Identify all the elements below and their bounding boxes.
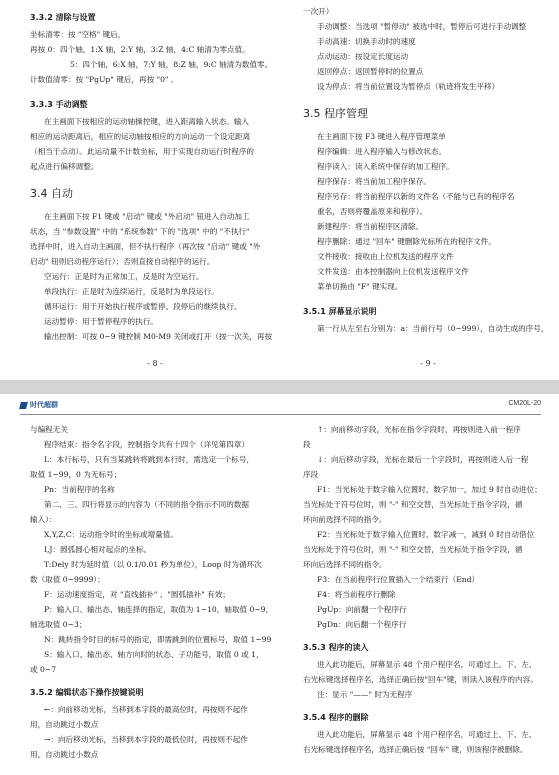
section-heading: 3.5.3 程序的读入 [303,643,369,652]
text-line: 第一行从左至右分别为：a：当前行号（0~999），自动生成的序号， [317,324,549,333]
text-line: （相当于点动）。此运动量不计数坐标，用于实现自动运行时程序的 [30,147,255,156]
text-line: 输入）： [30,515,57,524]
text-line: X,Y,Z,C：运动指令时的坐标或增量值。 [44,530,178,539]
chapter-heading: 3.4 自动 [30,187,73,200]
text-line: F：运动速度指定，对 "直线插补" 、"圆弧插补" 有效； [44,590,230,599]
text-line: 新建程序：将当前程序区清除。 [317,222,424,231]
text-line: 程序编辑：进入程序输入与修改状态。 [317,147,447,156]
text-line: 重名，否则将覆盖原来和程序）。 [317,207,428,216]
page-header [20,398,541,415]
text-line: 手动高速：切换手动时的速度 [317,37,416,46]
text-line: 环向前选择不同的指令。 [303,515,387,524]
text-line: 第二、三、四行将显示的内容为（不同的指令指示不同的数据 [44,500,250,509]
text-line: 一次开） [303,7,334,16]
text-line: 文件发送：由本控制器向上位机发送程序文件 [317,267,469,276]
text-line: 或 0~7 [30,665,57,674]
text-line: ←：向前移动光标，当移到本字段的最高位时，再按则不起作 [44,705,248,714]
text-line: F1：当光标处于数字输入位置时，数字加一，加过 9 时自动进位； [317,485,542,494]
text-line: F2：当光标处于数字输入位置时，数字减一，减到 0 时自动借位 [317,530,535,539]
text-line: 计数值清零：按 "PgUp" 键后，再按 "0" 。 [30,75,179,84]
model-number: CM20L-20 [508,400,541,407]
page-separator [0,380,559,394]
text-line: F3：在当前程序行位置插入一个结束行（End） [317,575,480,584]
text-line: 在主画面下按 F1 键或 "启动" 键或 "外启动" 钮进入自动加工 [44,212,250,221]
section-heading: 3.5.1 屏幕显示说明 [303,307,377,316]
text-line: 轴选取值 0~3； [30,620,87,629]
text-line: 起点进行偏移调整。 [30,162,99,171]
upper-page-spread [0,0,559,380]
text-line: T:Dely 时为延时值（以 0.1/0.01 秒为单位），Loop 时为循环次 [44,560,262,569]
text-line: 菜单切换由 "F" 键实现。 [317,282,403,291]
text-line: 空运行：正是时为正常加工，反是时为空运行。 [44,272,204,281]
text-line: 注：显示 "——" 时为无程序 [317,690,413,699]
upper-right-column [303,4,553,336]
section-heading: 3.3.3 手动调整 [30,100,88,109]
text-line: 在主画面下按相应的运动轴操控键，进入距离输入状态。输入 [44,117,250,126]
lower-right-column [303,422,553,757]
text-line: N：跳转指令时目的标号的指定，即需跳到的位置标号，取值 1~99 [44,635,272,644]
text-line: 进入此功能后，屏幕显示 48 个用户程序名，可通过上、下、左、 [317,660,537,669]
text-line: 程序结束：指令名字段，控制指令共有十四个（详见第四章） [44,440,250,449]
text-line: P：输入口、输出态、轴连择的指定，取值为 1~10，轴取值 0~9， [44,605,274,614]
section-heading: 3.3.2 清除与设置 [30,13,96,22]
logo-icon [19,402,28,409]
text-line: 当光标处于符号位时，则 "-" 和空交替，当光标处于指令字段，循 [303,500,523,509]
text-line: 序段 [303,470,319,479]
text-line: 用，自动跳过小数点 [30,750,99,759]
text-line: 手动调整：当选项 "暂停动" 被选中时，暂停后可进行手动调整 [317,22,527,31]
text-line: F4：将当前程序行删除 [317,590,396,599]
text-line: 5：四个轴，6:X 轴，7:Y 轴，8:Z 轴，9:C 轴清为数值零。 [70,60,273,69]
text-line: 状态，当 "参数设置" 中的 "系统参数" 下的 "选项" 中的 "不执行" [30,227,250,236]
text-line: →：向后移动光标，当移到本字段的最低位时，再按则不起作 [44,735,248,744]
text-line: 段 [303,440,311,449]
text-line: 在主画面下按 F3 键进入程序管理菜单 [317,132,446,141]
text-line: 程序读入：读入系统中保存的加工程序。 [317,162,454,171]
text-line: 环向后选择不同的指令。 [303,560,387,569]
chapter-heading: 3.5 程序管理 [303,107,368,120]
text-line: 程序另存：将当前程序以新的文件名（不能与已有的程序名 [317,192,515,201]
text-line: 进入此功能后，屏幕显示 48 个用户程序名，可通过上、下、左、 [317,730,537,739]
text-line: 单段执行：正是时为连续运行，反是时为单段运行。 [44,287,219,296]
text-line: 右光标键选择程序名，选择正确后按 "回车" 键，则该程序被删除。 [303,745,528,754]
text-line: 右光标键选择程序名，选择正确后按"回车"键，则读入该程序的内容。 [303,675,538,684]
lower-page-spread [0,394,559,775]
lower-left-column [30,422,280,762]
text-line: PgDn：向后翻一个程序行 [317,620,407,629]
text-line: Pn：当前程序的名称 [44,485,115,494]
text-line: 选择中时，进入自动主画面，但不执行程序（再次按 "启动" 键或 "外 [30,242,261,251]
text-line: 程序保存：将当前加工程序保存。 [317,177,431,186]
text-line: 设为停点：将当前位置设为暂停点（轨迹将发生平移） [317,82,500,91]
text-line: 当光标处于符号位时，则 "-" 和空交替，当光标处于指令字段，循 [303,545,523,554]
page-number: - 8 - [147,359,163,368]
text-line: I,J：圆弧圆心相对起点的坐标。 [44,545,152,554]
text-line: 循环运行：用于开始执行程序或暂停、段停后的继续执行。 [44,302,242,311]
text-line: 启动" 钮则启动程序运行）；否则直接自动程序的运行。 [30,257,215,266]
text-line: 再按 0：四个轴，1:X 轴，2:Y 轴，3:Z 轴，4:C 轴清为零点值。 [30,45,250,54]
text-line: 点动运动：按设定长度运动 [317,52,409,61]
text-line: 取值 1~99，0 为无标号； [30,470,122,479]
text-line: ↓：向后移动字段，光标在最后一个字段时，再按则进入后一程 [317,455,529,464]
text-line: 用，自动跳过小数点 [30,720,99,729]
text-line: PgUp：向前翻一个程序行 [317,605,407,614]
brand-logo [20,400,58,410]
text-line: 相应的运动距离后，相应的运动轴按相应的方向运动一个设定距离 [30,132,251,141]
page-number: - 9 - [420,359,436,368]
text-line: 文件接收：接收由上位机发送的程序文件 [317,252,454,261]
text-line: L：本行标号，只有当某跳转将跳到本行时，需选定一个标号， [44,455,255,464]
text-line: ↑：向前移动字段，光标在指令字段时，再按则进入前一程序 [317,425,521,434]
upper-left-column [30,4,280,344]
section-heading: 3.5.4 程序的删除 [303,713,369,722]
text-line: 数（取值 0~9999）； [30,575,105,584]
brand-name: 时代超群 [30,402,58,409]
text-line: 与编程无关 [30,425,68,434]
text-line: 运动暂停：用于暂停程序的执行。 [44,317,158,326]
text-line: 程序删除：通过 "回车" 键删除光标所在的程序文件。 [317,237,496,246]
text-line: 返回停点：返回暂停时的位置点 [317,67,424,76]
text-line: 输出控制：可按 0~9 键控制 M0-M9 关闭或打开（按一次关，再按 [44,332,273,341]
text-line: S：输入口、输出态、轴方向时的状态、子功能号，取值 0 或 1， [44,650,264,659]
text-line: 坐标清零：按 "空格" 键后， [30,30,126,39]
section-heading: 3.5.2 编辑状态下操作按键说明 [30,688,144,697]
